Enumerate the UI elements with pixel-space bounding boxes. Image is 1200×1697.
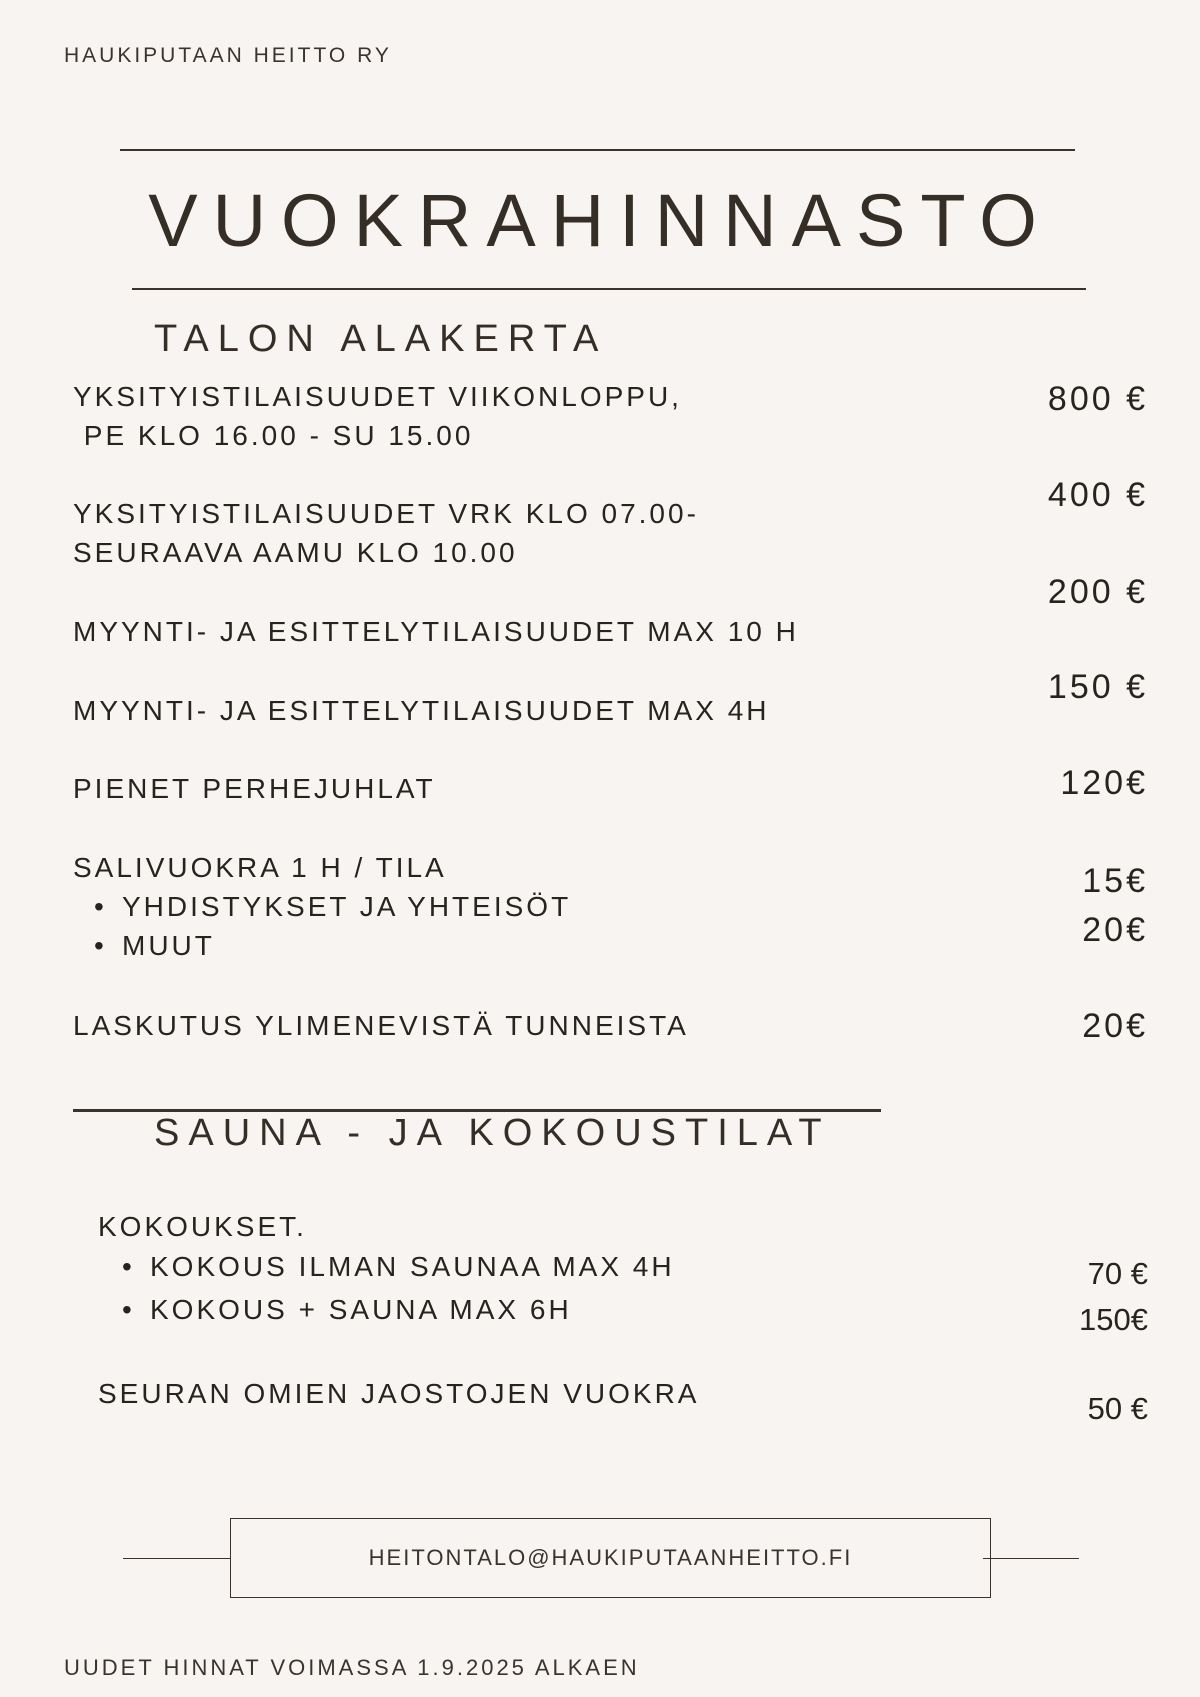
item-label-sub: PE KLO 16.00 - SU 15.00 bbox=[73, 420, 474, 451]
price-item-sales-4h: MYYNTI- JA ESITTELYTILAISUUDET MAX 4H bbox=[73, 695, 770, 726]
title-rule-top bbox=[120, 149, 1075, 151]
price-item-day bbox=[73, 494, 699, 572]
price-item-family-parties: PIENET PERHEJUHLAT bbox=[73, 773, 436, 804]
email-box bbox=[230, 1518, 991, 1598]
contact-rule-right bbox=[983, 1558, 1079, 1559]
price-value: 150 € bbox=[1047, 668, 1148, 706]
list-item: • KOKOUS ILMAN SAUNAA MAX 4H bbox=[150, 1247, 675, 1286]
list-item: • KOKOUS + SAUNA MAX 6H bbox=[150, 1290, 572, 1329]
price-value: 120€ bbox=[1060, 764, 1148, 802]
item-label: YKSITYISTILAISUUDET VRK KLO 07.00- bbox=[73, 498, 699, 529]
price-value: 15€ bbox=[1082, 862, 1148, 900]
price-item-club-sections: SEURAN OMIEN JAOSTOJEN VUOKRA bbox=[98, 1378, 700, 1409]
price-value: 20€ bbox=[1082, 1007, 1148, 1045]
price-item-sales-10h: MYYNTI- JA ESITTELYTILAISUUDET MAX 10 H bbox=[73, 616, 799, 647]
price-value: 70 € bbox=[1087, 1256, 1148, 1291]
email-address[interactable]: HEITONTALO@HAUKIPUTAANHEITTO.FI bbox=[368, 1545, 853, 1570]
organization-name: HAUKIPUTAAN HEITTO RY bbox=[64, 44, 392, 67]
price-value: 800 € bbox=[1047, 380, 1148, 418]
price-value: 20€ bbox=[1082, 911, 1148, 949]
price-value: 400 € bbox=[1047, 476, 1148, 514]
valid-from-note: UUDET HINNAT VOIMASSA 1.9.2025 ALKAEN bbox=[64, 1655, 640, 1680]
contact-rule-left bbox=[123, 1558, 230, 1559]
item-label-sub: SEURAAVA AAMU KLO 10.00 bbox=[73, 537, 518, 568]
list-item: • YHDISTYKSET JA YHTEISÖT bbox=[122, 887, 571, 926]
item-label: YKSITYISTILAISUUDET VIIKONLOPPU, bbox=[73, 381, 682, 412]
section-title-downstairs: TALON ALAKERTA bbox=[154, 318, 608, 360]
section-title-sauna: SAUNA - JA KOKOUSTILAT bbox=[154, 1112, 831, 1154]
price-item-weekend bbox=[73, 377, 682, 455]
price-value: 150€ bbox=[1079, 1302, 1148, 1337]
title-rule-bottom bbox=[132, 288, 1086, 290]
list-item: • MUUT bbox=[122, 926, 215, 965]
price-value: 50 € bbox=[1087, 1391, 1148, 1426]
price-item-overtime: LASKUTUS YLIMENEVISTÄ TUNNEISTA bbox=[73, 1010, 689, 1041]
page-title: VUOKRAHINNASTO bbox=[148, 179, 1052, 262]
price-item-hall-rent: SALIVUOKRA 1 H / TILA bbox=[73, 852, 447, 883]
meetings-heading: KOKOUKSET. bbox=[98, 1211, 307, 1242]
price-value: 200 € bbox=[1047, 573, 1148, 611]
